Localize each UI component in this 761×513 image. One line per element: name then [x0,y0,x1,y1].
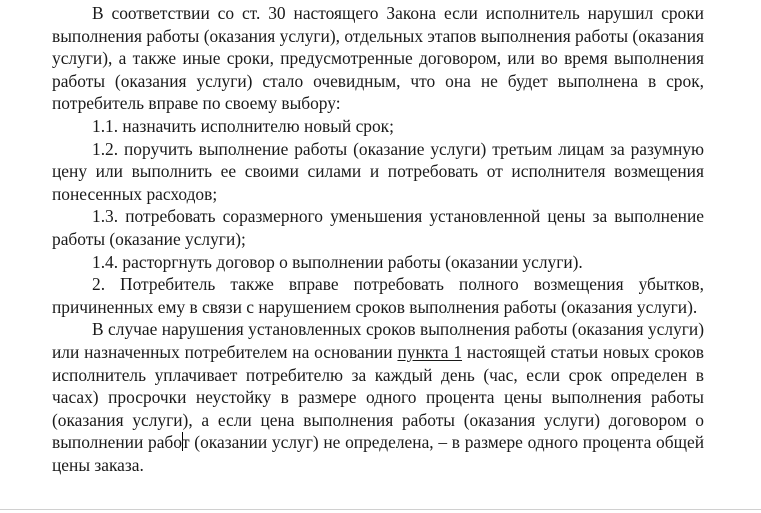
penalty-text-part1: В случае нарушения установленных сроков выполнения работы (оказания услуги) или назначенных потребителем на основании [52,319,704,362]
paragraph-item-1-4: 1.4. расторгнуть договор о выполнении работы (оказании услуги). [92,251,583,272]
paragraph-intro: В соответствии со ст. 30 настоящего Закона если исполнитель нарушил сроки выполнения работы (оказания услуги), отдельных этапов выполнения работы (оказания услуги), а также иные сроки, предусмотренные договором, или во время выполнения работы (оказания услуги) стало очевидным, что она не будет выполнена в срок, потребитель вправе по своему выбору: [52,3,705,114]
paragraph-item-2: 2. Потребитель также вправе потребовать полного возмещения убытков, причиненных ему в связи с нарушением сроков выполнения работы (оказания услуги). [52,274,704,317]
paragraph-item-1-3: 1.3. потребовать соразмерного уменьшения установленной цены за выполнение работы (оказание услуги); [52,206,704,249]
document-body [52,2,704,476]
paragraph-penalty [52,318,704,476]
paragraph-item-1-2: 1.2. поручить выполнение работы (оказание услуги) третьим лицам за разумную цену или выполнить ее своими силами и потребовать от исполнителя возмещения понесенных расходов; [52,138,704,204]
page-bottom-divider [0,509,761,510]
penalty-text-part2: настоящей статьи новых сроков исполнитель уплачивает потребителю за каждый день (час, если срок определен в часах) просрочки неустойку в размере одного процента цены выполнения работы (оказания услуги), а если цена выполнения работы (оказания услуги) договором о выполнении рабо [52,341,704,453]
point-1-link[interactable]: пункта 1 [397,341,463,362]
penalty-text-part3: т (оказании услуг) не определена, – в размере одного процента общей цены заказа. [52,432,704,475]
paragraph-item-1-1: 1.1. назначить исполнителю новый срок; [92,115,394,136]
